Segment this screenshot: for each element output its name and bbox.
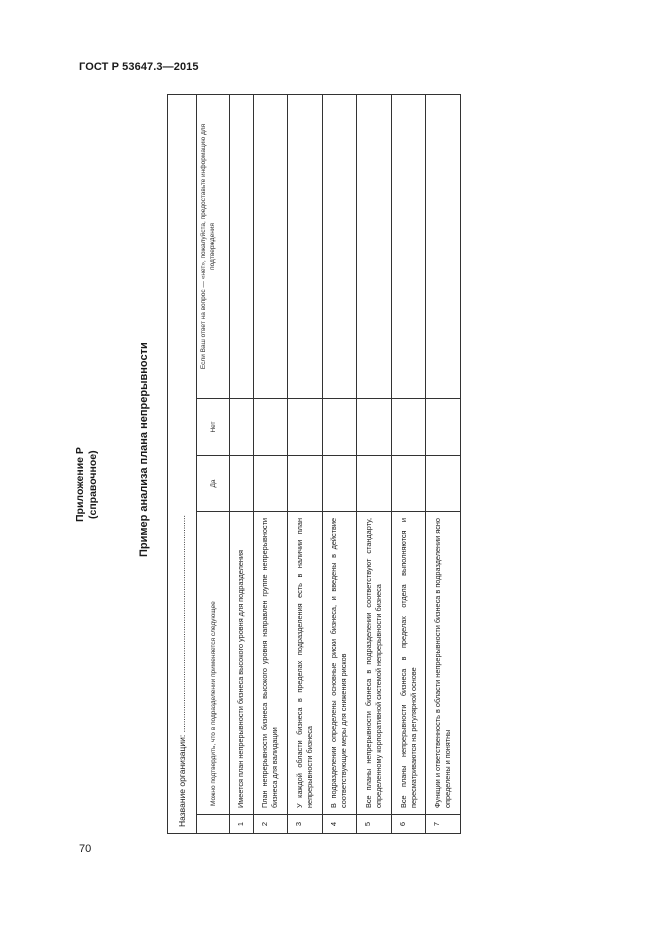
row-yes-cell[interactable] <box>322 456 357 512</box>
table-row <box>322 95 357 834</box>
header-yes: Да <box>197 456 230 512</box>
table-row <box>426 95 461 834</box>
row-question: Все планы непрерывности бизнеса в пределах отдела выполняются и пересматриваются на регулярной основе <box>391 512 426 815</box>
row-question: В подразделении определены основные риски бизнеса, и введены в действие соответствующие меры для снижения рисков <box>322 512 357 815</box>
row-question: Имеется план непрерывности бизнеса высокого уровня для подразделения <box>230 512 254 815</box>
table-row <box>357 95 392 834</box>
row-no-cell[interactable] <box>253 399 288 456</box>
appendix-note: (справочное) <box>87 450 99 520</box>
table-row <box>288 95 323 834</box>
row-no-cell[interactable] <box>322 399 357 456</box>
row-question: У каждой области бизнеса в пределах подразделения есть в наличии план непрерывности бизнеса <box>288 512 323 815</box>
table-row <box>230 95 254 834</box>
row-yes-cell[interactable] <box>253 456 288 512</box>
header-number <box>197 815 230 834</box>
row-question: Функции и ответственность в области непрерывности бизнеса в подразделении ясно определены и понятны <box>426 512 461 815</box>
row-number: 4 <box>322 815 357 834</box>
row-yes-cell[interactable] <box>230 456 254 512</box>
row-comment-cell[interactable] <box>426 95 461 399</box>
row-comment-cell[interactable] <box>357 95 392 399</box>
row-no-cell[interactable] <box>426 399 461 456</box>
appendix-title: Приложение Р <box>74 447 86 523</box>
row-yes-cell[interactable] <box>288 456 323 512</box>
row-comment-cell[interactable] <box>230 95 254 399</box>
row-comment-cell[interactable] <box>322 95 357 399</box>
row-comment-cell[interactable] <box>253 95 288 399</box>
page-number: 70 <box>79 843 92 855</box>
row-question: План непрерывности бизнеса высокого уровня направлен группе непрерывности бизнеса для валидации <box>253 512 288 815</box>
row-number: 1 <box>230 815 254 834</box>
organization-name-cell: Название организации: ............................................................................................ <box>168 95 197 834</box>
row-yes-cell[interactable] <box>391 456 426 512</box>
row-no-cell[interactable] <box>288 399 323 456</box>
document-code: ГОСТ Р 53647.3—2015 <box>79 61 199 73</box>
row-no-cell[interactable] <box>391 399 426 456</box>
row-comment-cell[interactable] <box>391 95 426 399</box>
row-no-cell[interactable] <box>230 399 254 456</box>
table-header-row <box>197 95 230 834</box>
table-row <box>253 95 288 834</box>
row-yes-cell[interactable] <box>357 456 392 512</box>
row-no-cell[interactable] <box>357 399 392 456</box>
analysis-table-wrapper <box>167 94 461 834</box>
row-question: Все планы непрерывности бизнеса в подразделении соответствуют стандарту, определенному корпоративной системой непрерывности бизнеса <box>357 512 392 815</box>
row-number: 6 <box>391 815 426 834</box>
row-yes-cell[interactable] <box>426 456 461 512</box>
header-question: Можно подтвердить, что в подразделении применяется следующее <box>197 512 230 815</box>
header-no: Нет <box>197 399 230 456</box>
table-row <box>391 95 426 834</box>
analysis-table <box>167 94 461 834</box>
row-number: 2 <box>253 815 288 834</box>
row-number: 7 <box>426 815 461 834</box>
row-number: 5 <box>357 815 392 834</box>
appendix-title-block <box>74 380 100 590</box>
row-number: 3 <box>288 815 323 834</box>
header-comment: Если Ваш ответ на вопрос — «нет», пожалуйста, предоставьте информацию для подтверждения <box>197 95 230 399</box>
table-title: Пример анализа плана непрерывности <box>138 342 150 558</box>
row-comment-cell[interactable] <box>288 95 323 399</box>
